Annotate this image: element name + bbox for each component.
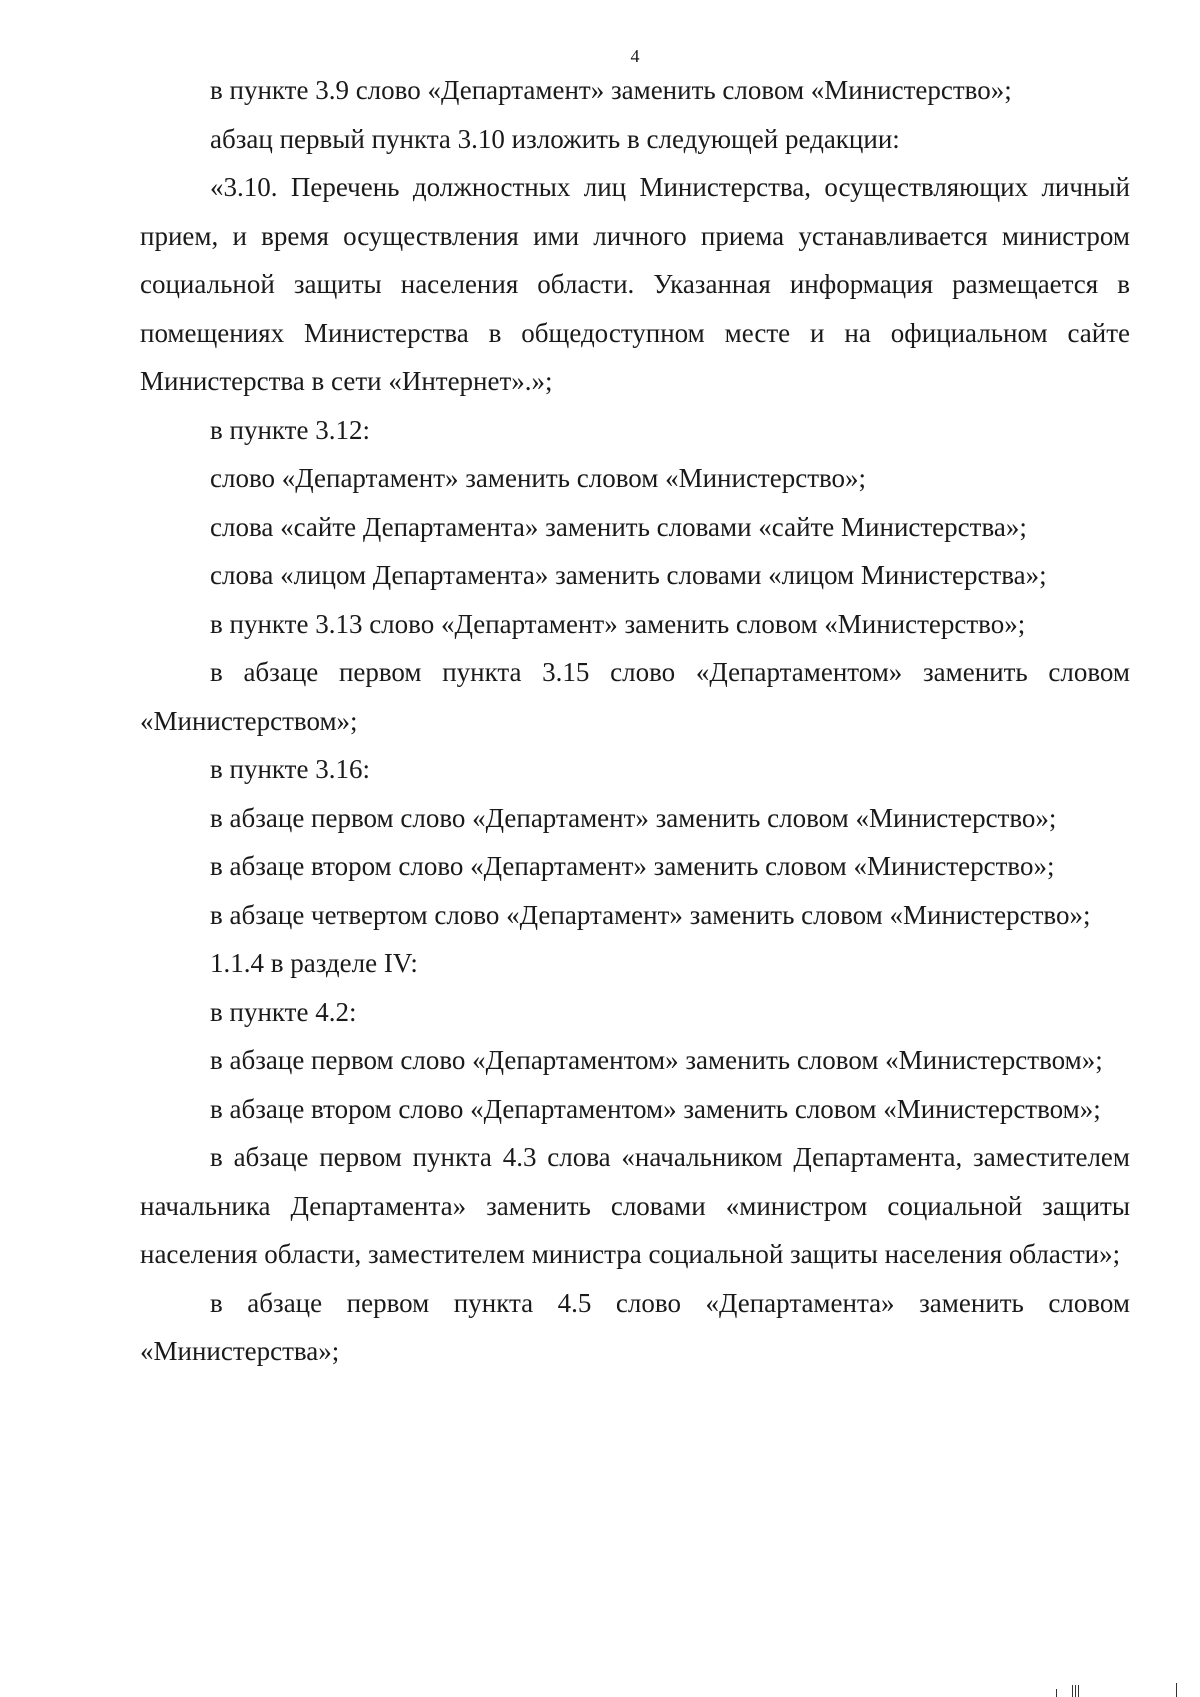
- paragraph: в пункте 3.12:: [210, 414, 370, 445]
- document-body: [140, 66, 1130, 1376]
- paragraph: в пункте 3.16:: [210, 754, 370, 784]
- paragraph: в абзаце первом слово «Департаментом» заменить словом «Министерством»;: [210, 1045, 1103, 1075]
- paragraph: «3.10. Перечень должностных лиц Министерства, осуществляющих личный прием, и время осуществления ими личного приема устанавливается министром социальной защиты населения области. Указанная информация размещается в помещениях Министерства в общедоступном месте и на официальном сайте Министерства в сети «Интернет».»;: [140, 172, 1130, 396]
- paragraph: в абзаце первом слово «Департамент» заменить словом «Министерство»;: [210, 802, 1057, 833]
- paragraph: в пункте 3.13 слово «Департамент» заменить словом «Министерство»;: [210, 608, 1026, 639]
- paragraph: 1.1.4 в разделе IV:: [210, 948, 418, 978]
- scan-marks: [1050, 1672, 1190, 1697]
- paragraph: в абзаце первом пункта 4.5 слово «Департамента» заменить словом «Министерства»;: [140, 1287, 1130, 1366]
- page-number: 4: [630, 46, 640, 66]
- paragraph: в абзаце четвертом слово «Департамент» заменить словом «Министерство»;: [210, 899, 1091, 930]
- paragraph: слово «Департамент» заменить словом «Министерство»;: [210, 463, 867, 493]
- paragraph: в абзаце первом пункта 3.15 слово «Департаментом» заменить словом «Министерством»;: [140, 657, 1130, 736]
- paragraph: слова «лицом Департамента» заменить словами «лицом Министерства»;: [210, 560, 1047, 590]
- paragraph: абзац первый пункта 3.10 изложить в следующей редакции:: [210, 123, 900, 154]
- paragraph: в пункте 3.9 слово «Департамент» заменить словом «Министерство»;: [210, 75, 1012, 105]
- paragraph: в пункте 4.2:: [210, 996, 357, 1027]
- paragraph: в абзаце первом пункта 4.3 слова «начальником Департамента, заместителем начальника Департамента» заменить словами «министром социальной защиты населения области, заместителем министра социальной защиты населения области»;: [140, 1142, 1130, 1269]
- paragraph: в абзаце втором слово «Департамент» заменить словом «Министерство»;: [210, 851, 1055, 881]
- paragraph: в абзаце втором слово «Департаментом» заменить словом «Министерством»;: [210, 1093, 1101, 1124]
- paragraph: слова «сайте Департамента» заменить словами «сайте Министерства»;: [210, 511, 1027, 542]
